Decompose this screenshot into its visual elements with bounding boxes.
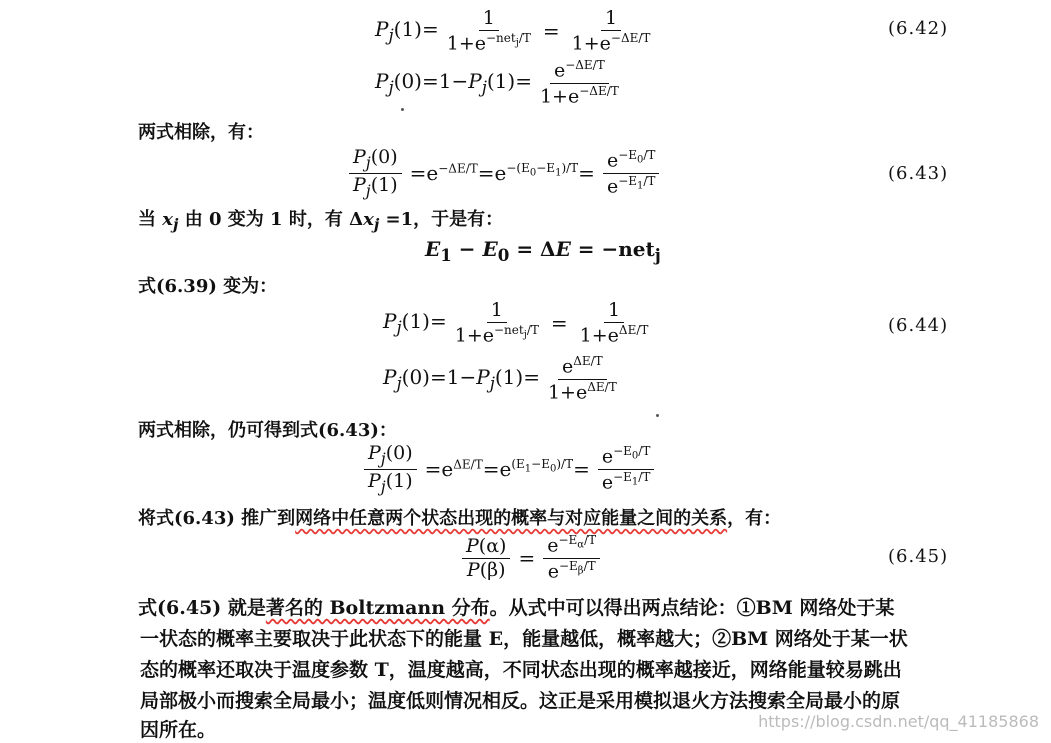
fraction: $\frac{e^{\Delta E/T}}{1+e^{\Delta E/T}}$ xyxy=(547,354,617,403)
fraction: $\frac{P_j(0)}{P_j(1)}$ xyxy=(349,147,402,198)
fraction: $\frac{e^{-\Delta E/T}}{1+e^{-\Delta E/T}}$ xyxy=(539,58,619,107)
watermark: https://blog.csdn.net/qq_41185868 xyxy=(758,712,1039,731)
fraction: $\frac{1}{1+e^{\Delta E/T}}$ xyxy=(579,298,649,347)
eq-lhs: $P_j(1)=$ xyxy=(375,17,439,45)
paragraph-line-3: 态的概率还取决于温度参数 T，温度越高，不同状态出现的概率越接近，网络能量较易跳出 xyxy=(140,659,902,681)
equation-6-42-line2: $P_j(0)=1-P_j(1)=$ $\frac{e^{-\Delta E/T}}{1+e^{-\Delta E/T}}$ xyxy=(375,60,627,106)
equation-6-43: $\frac{P_j(0)}{P_j(1)}$ $=e^{-\Delta E/T}=e^{-(E_0-E_1)/T}=$ $\frac{e^{-E_0/T}}{e^{-E_1/T}}$ xyxy=(345,148,663,198)
fraction: $\frac{P_j(0)}{P_j(1)}$ xyxy=(364,443,417,494)
equation-number: (6.44) xyxy=(888,315,949,336)
fraction: $\frac{1}{1+e^{-\Delta E/T}}$ xyxy=(571,6,651,55)
text-eq639: 式(6.39) 变为： xyxy=(138,276,278,297)
equation-number: (6.45) xyxy=(888,546,949,567)
scan-dot xyxy=(656,414,659,417)
fraction: $\frac{1}{1+e^{-net_j/T}}$ xyxy=(446,6,531,55)
paragraph-line-5: 因所在。 xyxy=(140,719,217,741)
fraction: $\frac{1}{1+e^{-net_j/T}}$ xyxy=(454,298,539,347)
text-when-xj: 当 $x_j$ 由 0 变为 1 时，有 $\Delta x_j =1$，于是有： xyxy=(138,209,504,234)
paragraph-line-4: 局部极小而搜索全局最小；温度低则情况相反。这正是采用模拟退火方法搜索全局最小的原 xyxy=(140,690,901,712)
equation-6-45: $\frac{P(\alpha)}{P(\beta)}$ = $\frac{e^{-E_\alpha/T}}{e^{-E_\beta/T}}$ xyxy=(458,533,604,583)
equation-number: (6.43) xyxy=(888,163,949,184)
equation-energy: $E_1 - E_0 = \Delta E = -net_j$ xyxy=(425,237,661,265)
equation-6-42-line1: $P_j(1)=$ $\frac{1}{1+e^{-net_j/T}}$ = $\frac{1}{1+e^{-\Delta E/T}}$ xyxy=(375,8,658,54)
text-two-divide-1: 两式相除，有： xyxy=(138,122,264,143)
fraction: $\frac{e^{-E_0/T}}{e^{-E_1/T}}$ xyxy=(598,445,655,492)
equation-number: (6.42) xyxy=(888,18,949,39)
text-generalize: 将式(6.43) 推广到网络中任意两个状态出现的概率与对应能量之间的关系，有： xyxy=(138,508,782,529)
equation-6-44-line2: $P_j(0)=1-P_j(1)=$ $\frac{e^{\Delta E/T}}{1+e^{\Delta E/T}}$ xyxy=(383,356,625,402)
paragraph-line-2: 一状态的概率主要取决于此状态下的能量 E，能量越低，概率越大；②BM 网络处于某一状 xyxy=(140,628,908,650)
equation-6-43-again: $\frac{P_j(0)}{P_j(1)}$ $=e^{\Delta E/T}=e^{(E_1-E_0)/T}=$ $\frac{e^{-E_0/T}}{e^{-E_1/T}}$ xyxy=(360,444,658,494)
fraction: $\frac{P(\alpha)}{P(\beta)}$ xyxy=(462,536,510,581)
equation-6-44-line1: $P_j(1)=$ $\frac{1}{1+e^{-net_j/T}}$ = $\frac{1}{1+e^{\Delta E/T}}$ xyxy=(383,300,656,346)
fraction: $\frac{e^{-E_0/T}}{e^{-E_1/T}}$ xyxy=(603,149,660,196)
text-two-divide-2: 两式相除，仍可得到式(6.43)： xyxy=(138,420,397,441)
paragraph-line-1: 式(6.45) 就是著名的 Boltzmann 分布。从式中可以得出两点结论：①BM 网络处于某 xyxy=(138,597,895,619)
scan-dot xyxy=(401,108,404,111)
fraction: $\frac{e^{-E_\alpha/T}}{e^{-E_\beta/T}}$ xyxy=(543,534,600,581)
